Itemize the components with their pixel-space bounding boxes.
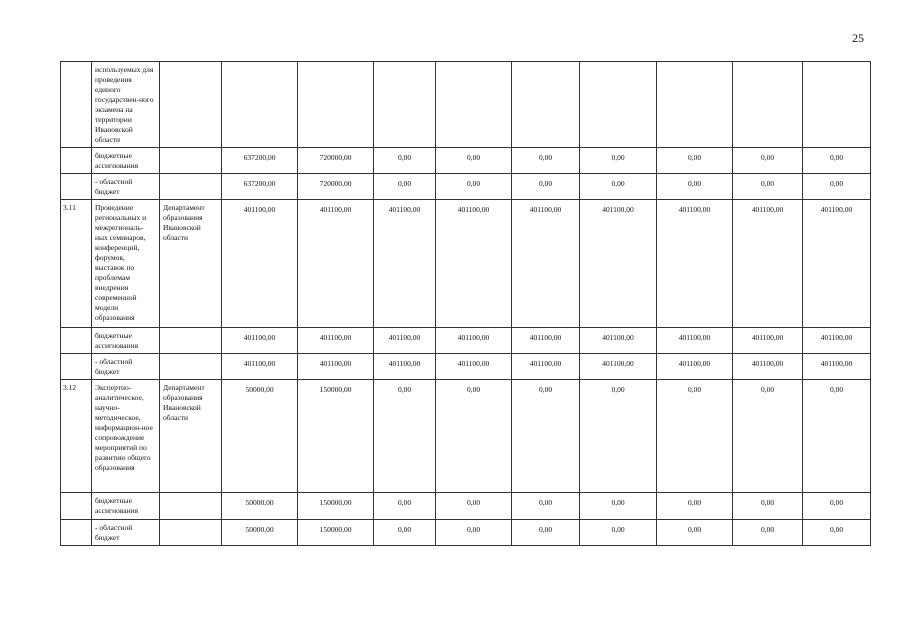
row-executor-cell: [160, 493, 222, 520]
table-row: [61, 148, 871, 174]
row-value-cell: 0,00: [733, 148, 803, 174]
row-value-cell: 0,00: [374, 174, 436, 200]
row-value-cell: 0,00: [512, 520, 580, 546]
row-code-cell: [61, 520, 92, 546]
row-code-cell: [61, 493, 92, 520]
row-value-cell: 50000,00: [222, 493, 298, 520]
row-value-cell: 401100,00: [222, 354, 298, 380]
row-value-cell: 0,00: [657, 174, 733, 200]
row-value-cell: 637200,00: [222, 174, 298, 200]
row-value-cell: 0,00: [733, 174, 803, 200]
row-value-cell: 401100,00: [436, 328, 512, 354]
row-executor-cell: [160, 62, 222, 148]
row-code-cell: [61, 354, 92, 380]
row-value-cell: 401100,00: [298, 200, 374, 328]
row-value-cell: [512, 62, 580, 148]
table-row: [61, 520, 871, 546]
row-value-cell: 401100,00: [374, 354, 436, 380]
row-value-cell: 150000,00: [298, 493, 374, 520]
row-value-cell: 150000,00: [298, 380, 374, 493]
table-row: [61, 200, 871, 328]
row-value-cell: [222, 62, 298, 148]
row-value-cell: 720000,00: [298, 174, 374, 200]
row-name-cell: бюджетные ассигнования: [92, 493, 160, 520]
row-name-cell: - областной бюджет: [92, 520, 160, 546]
row-value-cell: 401100,00: [657, 328, 733, 354]
row-value-cell: 0,00: [733, 380, 803, 493]
row-value-cell: 0,00: [374, 380, 436, 493]
row-code-cell: [61, 174, 92, 200]
row-value-cell: 50000,00: [222, 520, 298, 546]
row-value-cell: 0,00: [580, 380, 657, 493]
row-value-cell: [733, 62, 803, 148]
row-value-cell: 0,00: [512, 493, 580, 520]
row-value-cell: 720000,00: [298, 148, 374, 174]
row-value-cell: 401100,00: [512, 328, 580, 354]
row-executor-cell: [160, 148, 222, 174]
row-value-cell: 401100,00: [803, 328, 871, 354]
row-value-cell: 0,00: [436, 174, 512, 200]
row-value-cell: 0,00: [374, 493, 436, 520]
row-name-cell: используемых для проведения единого государствен-ного экзамена на территории Ивановской области: [92, 62, 160, 148]
row-value-cell: 50000,00: [222, 380, 298, 493]
row-code-cell: 3.12: [61, 380, 92, 493]
row-value-cell: 150000,00: [298, 520, 374, 546]
row-name-cell: Проведение региональных и межрегиональ-ных семинаров, конференций, форумов, выставок по проблемам внедрения современной модели образования: [92, 200, 160, 328]
row-executor-cell: [160, 174, 222, 200]
row-value-cell: 401100,00: [374, 200, 436, 328]
table-row: [61, 328, 871, 354]
row-value-cell: 401100,00: [803, 354, 871, 380]
row-value-cell: 0,00: [803, 493, 871, 520]
row-value-cell: 0,00: [436, 380, 512, 493]
row-value-cell: 0,00: [657, 520, 733, 546]
row-value-cell: 637200,00: [222, 148, 298, 174]
row-value-cell: 0,00: [436, 520, 512, 546]
row-value-cell: 0,00: [580, 148, 657, 174]
row-value-cell: 0,00: [436, 493, 512, 520]
table-row: [61, 380, 871, 493]
table-row: [61, 62, 871, 148]
row-value-cell: 401100,00: [512, 354, 580, 380]
row-value-cell: 401100,00: [374, 328, 436, 354]
row-value-cell: 0,00: [436, 148, 512, 174]
row-value-cell: 401100,00: [733, 328, 803, 354]
row-code-cell: [61, 62, 92, 148]
page-number: 25: [852, 31, 864, 45]
row-value-cell: [580, 62, 657, 148]
row-value-cell: 401100,00: [580, 200, 657, 328]
row-executor-cell: [160, 520, 222, 546]
row-value-cell: 0,00: [733, 520, 803, 546]
row-value-cell: 401100,00: [657, 200, 733, 328]
row-executor-cell: Департамент образования Ивановской области: [160, 200, 222, 328]
row-name-cell: бюджетные ассигнования: [92, 148, 160, 174]
row-value-cell: 401100,00: [512, 200, 580, 328]
row-value-cell: [803, 62, 871, 148]
row-code-cell: [61, 148, 92, 174]
row-value-cell: 0,00: [374, 148, 436, 174]
row-value-cell: 0,00: [803, 520, 871, 546]
row-executor-cell: [160, 328, 222, 354]
row-value-cell: 0,00: [803, 148, 871, 174]
row-value-cell: [374, 62, 436, 148]
row-name-cell: - областной бюджет: [92, 354, 160, 380]
row-value-cell: 401100,00: [803, 200, 871, 328]
row-value-cell: 0,00: [374, 520, 436, 546]
row-name-cell: Экспертно-аналитическое, научно-методическое, информацион-ное сопровождение мероприятий по развитию общего образования: [92, 380, 160, 493]
row-code-cell: [61, 328, 92, 354]
row-value-cell: 401100,00: [298, 354, 374, 380]
row-value-cell: 401100,00: [580, 328, 657, 354]
row-value-cell: 0,00: [580, 174, 657, 200]
row-value-cell: 0,00: [803, 174, 871, 200]
row-value-cell: 0,00: [657, 380, 733, 493]
row-value-cell: 0,00: [512, 380, 580, 493]
table-row: [61, 493, 871, 520]
row-value-cell: 401100,00: [436, 354, 512, 380]
row-value-cell: 401100,00: [222, 200, 298, 328]
row-executor-cell: [160, 354, 222, 380]
row-value-cell: 401100,00: [436, 200, 512, 328]
row-value-cell: 0,00: [512, 148, 580, 174]
budget-table: [60, 61, 871, 546]
row-value-cell: 0,00: [733, 493, 803, 520]
row-executor-cell: Департамент образования Ивановской области: [160, 380, 222, 493]
row-name-cell: бюджетные ассигнования: [92, 328, 160, 354]
row-value-cell: 0,00: [803, 380, 871, 493]
row-value-cell: [657, 62, 733, 148]
row-name-cell: - областной бюджет: [92, 174, 160, 200]
row-value-cell: 401100,00: [733, 200, 803, 328]
row-value-cell: 401100,00: [298, 328, 374, 354]
row-value-cell: 401100,00: [580, 354, 657, 380]
row-code-cell: 3.11: [61, 200, 92, 328]
row-value-cell: 0,00: [657, 148, 733, 174]
row-value-cell: [436, 62, 512, 148]
row-value-cell: 401100,00: [222, 328, 298, 354]
row-value-cell: 401100,00: [733, 354, 803, 380]
row-value-cell: 401100,00: [657, 354, 733, 380]
row-value-cell: [298, 62, 374, 148]
row-value-cell: 0,00: [580, 493, 657, 520]
row-value-cell: 0,00: [657, 493, 733, 520]
row-value-cell: 0,00: [580, 520, 657, 546]
row-value-cell: 0,00: [512, 174, 580, 200]
table-row: [61, 174, 871, 200]
table-row: [61, 354, 871, 380]
